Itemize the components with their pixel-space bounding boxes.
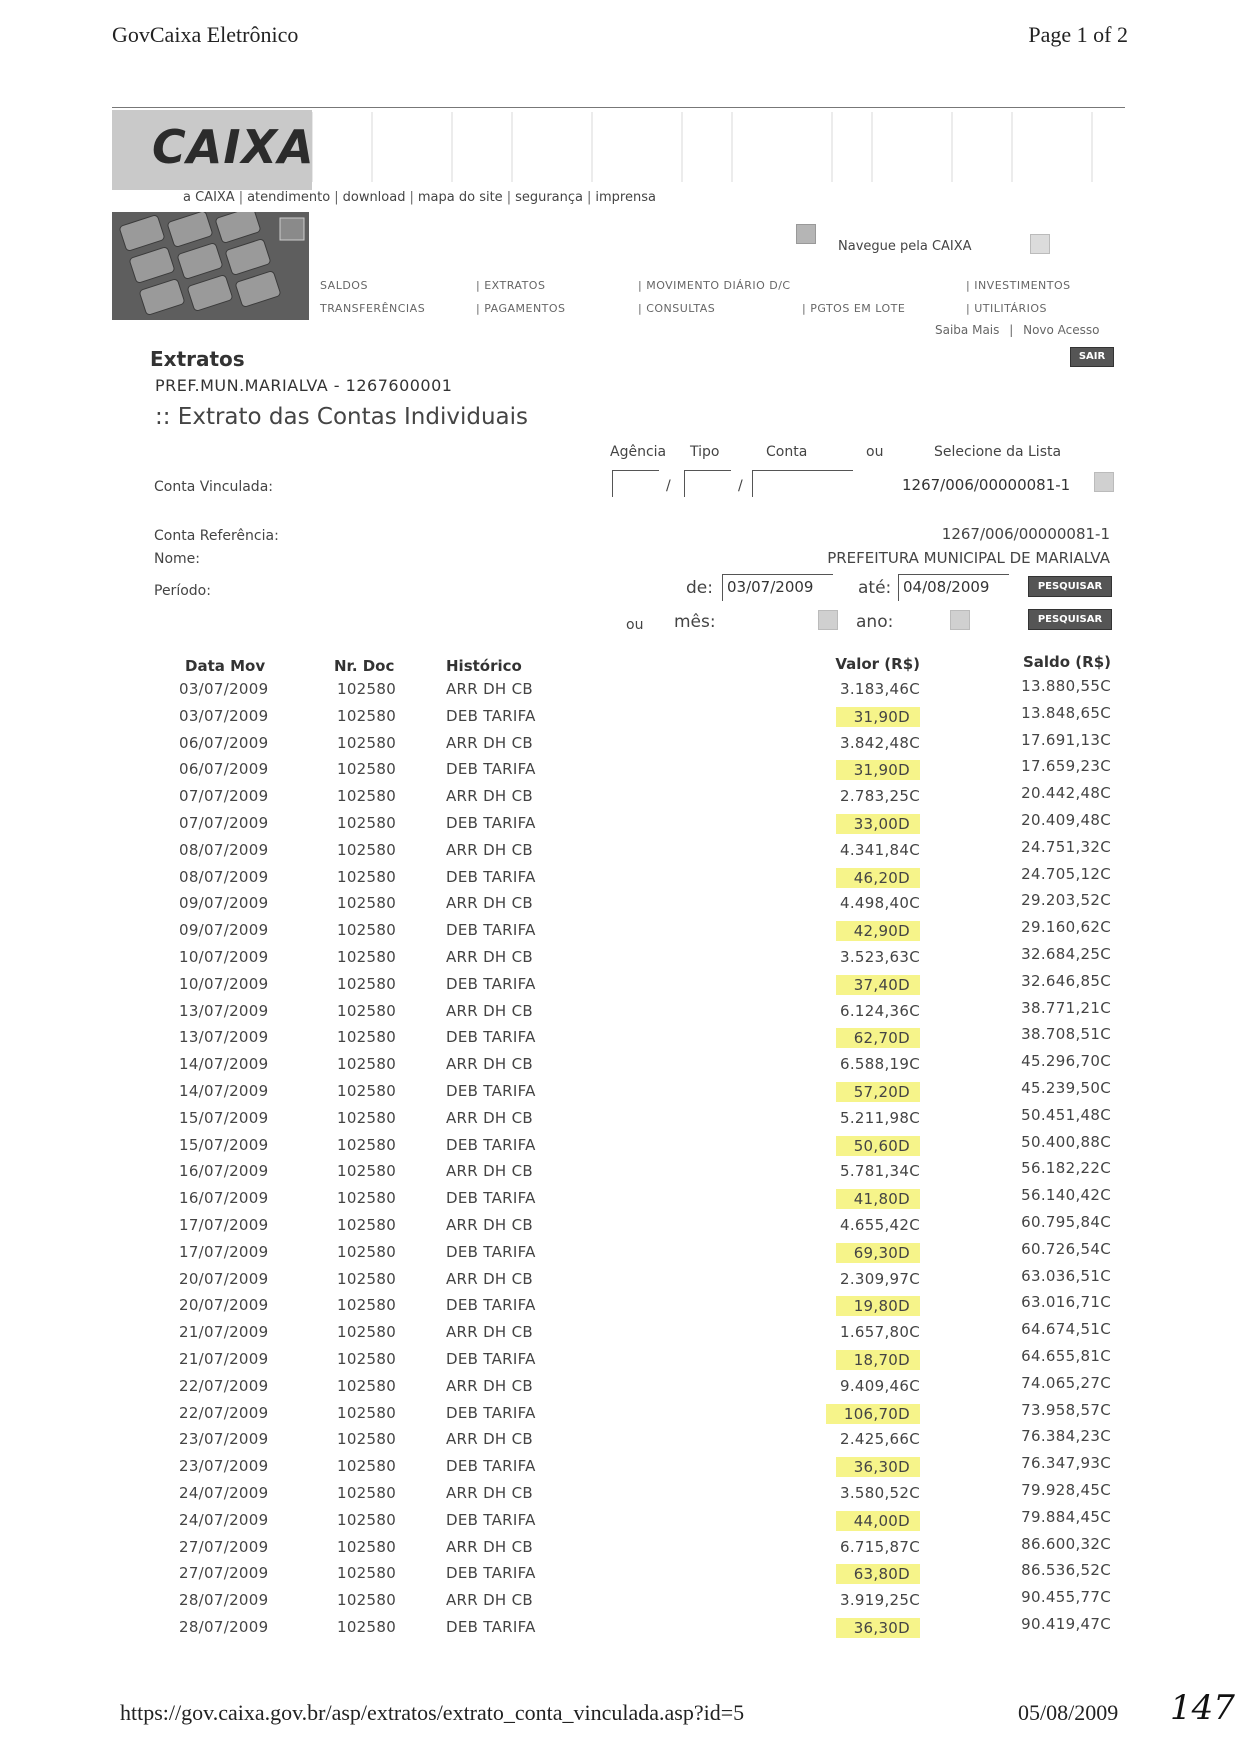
cell-historico: DEB TARIFA: [446, 1618, 536, 1636]
cell-doc: 102580: [337, 1510, 397, 1529]
cell-historico: ARR DH CB: [446, 1216, 533, 1234]
cell-valor: 33,00D: [836, 814, 920, 834]
table-row: [0, 1561, 1248, 1590]
cell-date: 27/07/2009: [179, 1564, 269, 1583]
cell-date: 28/07/2009: [179, 1591, 269, 1610]
cell-valor: 3.183,46C: [840, 680, 920, 698]
cell-historico: ARR DH CB: [446, 840, 533, 859]
cell-valor: 46,20D: [836, 868, 920, 888]
page-subtitle: :: Extrato das Contas Individuais: [155, 404, 529, 430]
table-row: [0, 1320, 1248, 1349]
cell-valor: 9.409,46C: [840, 1376, 920, 1395]
cell-doc: 102580: [337, 840, 397, 859]
cell-date: 20/07/2009: [179, 1269, 269, 1288]
cell-date: 14/07/2009: [179, 1082, 269, 1100]
cell-valor: 2.309,97C: [840, 1269, 920, 1288]
cell-doc: 102580: [337, 1108, 397, 1127]
cell-valor: 31,90D: [836, 760, 920, 780]
cell-date: 08/07/2009: [179, 840, 269, 859]
cell-valor: 1.657,80C: [840, 1323, 920, 1342]
print-footer-url: https://gov.caixa.gov.br/asp/extratos/extrato_conta_vinculada.asp?id=5: [120, 1700, 745, 1725]
cell-doc: 102580: [337, 1082, 397, 1100]
cell-saldo: 64.655,81C: [1021, 1347, 1111, 1365]
cell-doc: 102580: [337, 1296, 397, 1315]
cell-historico: ARR DH CB: [446, 1537, 533, 1556]
ou-label: ou: [626, 617, 644, 633]
col-header-doc: Nr. Doc: [334, 657, 395, 675]
cell-saldo: 86.600,32C: [1021, 1534, 1111, 1553]
table-row: [0, 998, 1248, 1028]
cell-saldo: 60.795,84C: [1021, 1213, 1111, 1231]
cell-historico: ARR DH CB: [446, 1055, 533, 1074]
cell-historico: ARR DH CB: [446, 894, 533, 913]
print-footer-date: 05/08/2009: [1018, 1700, 1119, 1725]
cell-date: 13/07/2009: [179, 1028, 269, 1047]
cell-doc: 102580: [337, 867, 397, 886]
cell-date: 09/07/2009: [179, 921, 269, 940]
cell-doc: 102580: [337, 1001, 397, 1020]
cell-doc: 102580: [337, 1564, 397, 1583]
ate-date-value: 04/08/2009: [903, 578, 990, 596]
nome-label: Nome:: [154, 551, 201, 567]
menu-consultas[interactable]: | CONSULTAS: [638, 302, 716, 315]
cell-doc: 102580: [337, 1162, 397, 1181]
cell-saldo: 20.442,48C: [1021, 784, 1111, 803]
table-row: [0, 971, 1248, 1001]
cell-date: 16/07/2009: [179, 1162, 269, 1181]
sair-button[interactable]: SAIR: [1070, 347, 1114, 367]
cell-saldo: 38.708,51C: [1021, 1025, 1111, 1044]
link-a-caixa[interactable]: a CAIXA: [183, 190, 235, 205]
print-header-title: GovCaixa Eletrônico: [112, 22, 299, 47]
cell-saldo: 73.958,57C: [1021, 1400, 1111, 1419]
cell-valor: 3.919,25C: [840, 1591, 920, 1610]
cell-saldo: 64.674,51C: [1021, 1320, 1111, 1339]
cell-doc: 102580: [337, 733, 397, 752]
ou-label: ou: [866, 444, 884, 460]
col-header-data: Data Mov: [185, 657, 266, 675]
cell-valor: 37,40D: [836, 975, 920, 995]
table-row: [0, 891, 1248, 920]
cell-valor: 4.341,84C: [840, 840, 920, 859]
cell-doc: 102580: [337, 948, 397, 966]
cell-historico: DEB TARIFA: [446, 1082, 536, 1100]
print-header-page: Page 1 of 2: [1028, 22, 1128, 47]
menu-transferencias[interactable]: TRANSFERÊNCIAS: [320, 302, 426, 315]
table-row: [0, 1507, 1248, 1537]
novo-acesso-link[interactable]: Novo Acesso: [1023, 323, 1100, 337]
de-label: de:: [686, 578, 713, 598]
cell-valor: 3.523,63C: [840, 948, 920, 966]
cell-historico: DEB TARIFA: [446, 1510, 536, 1529]
cell-historico: DEB TARIFA: [446, 921, 536, 940]
cell-historico: ARR DH CB: [446, 1323, 533, 1342]
cell-historico: ARR DH CB: [446, 733, 533, 752]
cell-saldo: 13.880,55C: [1021, 677, 1111, 695]
cell-date: 24/07/2009: [179, 1510, 269, 1529]
cell-saldo: 74.065,27C: [1021, 1373, 1111, 1392]
table-row: [0, 1159, 1248, 1188]
cell-date: 21/07/2009: [179, 1350, 269, 1368]
cell-date: 17/07/2009: [179, 1216, 269, 1234]
table-row: [0, 1052, 1248, 1081]
handwritten-page-number: 147: [1170, 1688, 1235, 1728]
cell-saldo: 63.036,51C: [1021, 1266, 1111, 1285]
cell-valor: 6.588,19C: [840, 1055, 920, 1074]
cell-historico: DEB TARIFA: [446, 814, 536, 832]
navegue-label[interactable]: Navegue pela CAIXA: [838, 239, 972, 254]
cell-doc: 102580: [337, 1216, 397, 1234]
banner-top-rule: [112, 107, 1125, 108]
cell-valor: 6.715,87C: [840, 1537, 920, 1556]
cell-doc: 102580: [337, 1591, 397, 1610]
cell-date: 20/07/2009: [179, 1296, 269, 1315]
cell-doc: 102580: [337, 1537, 397, 1556]
cell-doc: 102580: [337, 1055, 397, 1074]
banner-decoration: [312, 112, 1122, 182]
cell-historico: DEB TARIFA: [446, 1564, 536, 1583]
cell-saldo: 76.384,23C: [1021, 1427, 1111, 1446]
cell-saldo: 86.536,52C: [1021, 1561, 1111, 1580]
cell-historico: DEB TARIFA: [446, 1189, 536, 1208]
cell-historico: ARR DH CB: [446, 1269, 533, 1288]
cell-doc: 102580: [337, 1457, 397, 1476]
conta-referencia-value: 1267/006/00000081-1: [941, 525, 1110, 543]
mes-dropdown-icon[interactable]: [818, 610, 838, 630]
cell-historico: DEB TARIFA: [446, 867, 536, 886]
cell-doc: 102580: [337, 787, 397, 806]
cell-saldo: 29.203,52C: [1021, 891, 1111, 910]
cell-saldo: 20.409,48C: [1021, 811, 1111, 829]
table-row: [0, 864, 1248, 894]
cell-valor: 6.124,36C: [840, 1001, 920, 1020]
table-row: [0, 1105, 1248, 1135]
table-row: [0, 1293, 1248, 1322]
slash-separator: /: [738, 478, 743, 494]
table-row: [0, 1266, 1248, 1296]
cell-date: 24/07/2009: [179, 1484, 269, 1502]
cell-date: 15/07/2009: [179, 1108, 269, 1127]
cell-valor: 5.781,34C: [840, 1162, 920, 1181]
cell-valor: 62,70D: [836, 1028, 920, 1048]
agencia-label: Agência: [610, 444, 667, 460]
cell-historico: ARR DH CB: [446, 1108, 533, 1127]
table-row: [0, 784, 1248, 813]
cell-historico: DEB TARIFA: [446, 1028, 536, 1047]
tipo-label: Tipo: [690, 444, 720, 460]
col-header-valor: Valor (R$): [835, 655, 920, 673]
link-atendimento[interactable]: atendimento: [247, 190, 331, 205]
top-links-bar: a CAIXA | atendimento | download | mapa do site | segurança | imprensa: [183, 190, 656, 205]
cell-historico: ARR DH CB: [446, 1001, 533, 1020]
link-imprensa[interactable]: imprensa: [595, 190, 656, 205]
table-row: [0, 1615, 1248, 1644]
cell-saldo: 32.684,25C: [1021, 945, 1111, 963]
cell-date: 16/07/2009: [179, 1189, 269, 1208]
cell-date: 22/07/2009: [179, 1403, 269, 1422]
cell-doc: 102580: [337, 1618, 397, 1636]
cell-doc: 102580: [337, 680, 397, 698]
cell-valor: 41,80D: [836, 1189, 920, 1209]
navegue-arrow-icon[interactable]: [1030, 234, 1050, 254]
navegue-icon[interactable]: [796, 224, 816, 244]
slash-separator: /: [666, 478, 671, 494]
table-row: [0, 811, 1248, 840]
cell-date: 06/07/2009: [179, 733, 269, 752]
cell-doc: 102580: [337, 814, 397, 832]
menu-utilitarios[interactable]: | UTILITÁRIOS: [966, 302, 1048, 315]
tipo-input[interactable]: [684, 470, 731, 497]
cell-saldo: 60.726,54C: [1021, 1239, 1111, 1258]
table-row: [0, 1347, 1248, 1376]
cell-valor: 106,70D: [826, 1404, 920, 1424]
cell-saldo: 79.928,45C: [1021, 1481, 1111, 1499]
cell-valor: 42,90D: [836, 921, 920, 941]
cell-date: 21/07/2009: [179, 1323, 269, 1342]
periodo-label: Período:: [154, 583, 211, 599]
table-row: [0, 1427, 1248, 1456]
cell-historico: ARR DH CB: [446, 1162, 533, 1181]
agencia-input[interactable]: [612, 470, 659, 497]
cell-saldo: 56.140,42C: [1021, 1186, 1111, 1205]
menu-pgtos-em-lote[interactable]: | PGTOS EM LOTE: [802, 302, 906, 315]
cell-historico: DEB TARIFA: [446, 974, 536, 993]
cell-doc: 102580: [337, 1242, 397, 1261]
cell-date: 10/07/2009: [179, 974, 269, 993]
account-name: PREF.MUN.MARIALVA - 1267600001: [155, 376, 453, 395]
link-download[interactable]: download: [342, 190, 406, 205]
menu-pagamentos[interactable]: | PAGAMENTOS: [476, 302, 566, 315]
cell-historico: DEB TARIFA: [446, 1350, 536, 1368]
cell-saldo: 50.400,88C: [1021, 1132, 1111, 1151]
cell-date: 22/07/2009: [179, 1376, 269, 1395]
cell-historico: ARR DH CB: [446, 787, 533, 806]
cell-saldo: 13.848,65C: [1021, 703, 1111, 722]
de-date-value: 03/07/2009: [727, 578, 814, 596]
table-row: [0, 1534, 1248, 1564]
cell-historico: DEB TARIFA: [446, 1296, 536, 1315]
cell-date: 09/07/2009: [179, 894, 269, 913]
cell-doc: 102580: [337, 706, 397, 725]
menu-investimentos[interactable]: | INVESTIMENTOS: [966, 279, 1071, 292]
link-seguranca[interactable]: segurança: [515, 190, 584, 205]
cell-date: 08/07/2009: [179, 867, 269, 886]
nome-value: PREFEITURA MUNICIPAL DE MARIALVA: [827, 549, 1110, 567]
link-mapa-do-site[interactable]: mapa do site: [417, 190, 503, 205]
cell-doc: 102580: [337, 1376, 397, 1395]
cell-historico: ARR DH CB: [446, 1484, 533, 1502]
cell-saldo: 24.705,12C: [1021, 864, 1111, 883]
cell-valor: 57,20D: [836, 1082, 920, 1102]
cell-valor: 36,30D: [836, 1618, 920, 1638]
conta-input[interactable]: [752, 470, 853, 497]
cell-date: 27/07/2009: [179, 1537, 269, 1556]
cell-date: 10/07/2009: [179, 948, 269, 966]
cell-historico: DEB TARIFA: [446, 760, 536, 779]
table-row: [0, 1373, 1248, 1403]
ate-label: até:: [858, 578, 892, 598]
cell-date: 06/07/2009: [179, 760, 269, 779]
cell-saldo: 76.347,93C: [1021, 1454, 1111, 1473]
lista-select[interactable]: 1267/006/00000081-1: [902, 476, 1071, 494]
selecione-label: Selecione da Lista: [934, 444, 1062, 460]
cell-date: 17/07/2009: [179, 1242, 269, 1261]
cell-date: 23/07/2009: [179, 1430, 269, 1449]
cell-doc: 102580: [337, 1323, 397, 1342]
cell-doc: 102580: [337, 1028, 397, 1047]
cell-historico: DEB TARIFA: [446, 1457, 536, 1476]
cell-doc: 102580: [337, 1135, 397, 1154]
cell-saldo: 32.646,85C: [1021, 971, 1111, 990]
conta-vinculada-label: Conta Vinculada:: [154, 479, 273, 495]
pesquisar-mes-button[interactable]: PESQUISAR: [1028, 609, 1112, 630]
ate-date-input[interactable]: [898, 574, 1009, 601]
col-header-historico: Histórico: [446, 657, 522, 675]
cell-valor: 2.425,66C: [840, 1430, 920, 1449]
cell-saldo: 90.419,47C: [1021, 1615, 1111, 1633]
cell-saldo: 38.771,21C: [1021, 998, 1111, 1017]
menu-extratos[interactable]: | EXTRATOS: [476, 279, 546, 292]
help-links: Saiba Mais | Novo Acesso: [935, 323, 1100, 337]
cell-valor: 69,30D: [836, 1243, 920, 1263]
cell-historico: ARR DH CB: [446, 1430, 533, 1449]
cell-doc: 102580: [337, 1403, 397, 1422]
cell-doc: 102580: [337, 894, 397, 913]
cell-valor: 36,30D: [836, 1457, 920, 1477]
mes-label: mês:: [674, 612, 716, 632]
cell-saldo: 29.160,62C: [1021, 918, 1111, 937]
col-header-saldo: Saldo (R$): [1022, 653, 1111, 671]
cell-date: 07/07/2009: [179, 814, 269, 832]
table-row: [0, 1239, 1248, 1269]
cell-valor: 19,80D: [836, 1296, 920, 1316]
table-row: [0, 1079, 1248, 1108]
cell-date: 14/07/2009: [179, 1055, 269, 1074]
cell-doc: 102580: [337, 760, 397, 779]
cell-valor: 3.842,48C: [840, 733, 920, 752]
cell-date: 03/07/2009: [179, 706, 269, 725]
cell-date: 03/07/2009: [179, 680, 269, 698]
cell-saldo: 79.884,45C: [1021, 1507, 1111, 1526]
cell-valor: 4.498,40C: [840, 894, 920, 913]
menu-movimento-diario[interactable]: | MOVIMENTO DIÁRIO D/C: [638, 279, 791, 292]
page-heading: Extratos: [150, 347, 245, 371]
cell-historico: DEB TARIFA: [446, 1403, 536, 1422]
cell-date: 15/07/2009: [179, 1135, 269, 1154]
cell-historico: DEB TARIFA: [446, 706, 536, 725]
cell-historico: ARR DH CB: [446, 680, 533, 698]
table-row: [0, 757, 1248, 786]
ano-label: ano:: [856, 612, 894, 632]
table-row: [0, 1454, 1248, 1483]
cell-date: 23/07/2009: [179, 1457, 269, 1476]
banner-photo: [112, 212, 309, 320]
cell-date: 07/07/2009: [179, 787, 269, 806]
cell-valor: 63,80D: [836, 1564, 920, 1584]
de-date-input[interactable]: [722, 574, 833, 601]
table-row: [0, 1588, 1248, 1617]
cell-doc: 102580: [337, 1484, 397, 1502]
cell-saldo: 45.239,50C: [1021, 1079, 1111, 1097]
cell-saldo: 90.455,77C: [1021, 1588, 1111, 1607]
table-row: [0, 677, 1248, 706]
cell-valor: 2.783,25C: [840, 787, 920, 806]
cell-historico: ARR DH CB: [446, 948, 533, 966]
cell-saldo: 45.296,70C: [1021, 1052, 1111, 1071]
table-row: [0, 1025, 1248, 1054]
cell-historico: DEB TARIFA: [446, 1135, 536, 1154]
cell-valor: 3.580,52C: [840, 1484, 920, 1502]
pesquisar-button[interactable]: PESQUISAR: [1028, 576, 1112, 597]
cell-historico: DEB TARIFA: [446, 1242, 536, 1261]
table-row: [0, 1400, 1248, 1430]
cell-saldo: 63.016,71C: [1021, 1293, 1111, 1312]
caixa-logo[interactable]: CAIXA: [152, 120, 315, 174]
table-row: [0, 918, 1248, 947]
cell-doc: 102580: [337, 974, 397, 993]
table-row: [0, 1481, 1248, 1510]
cell-valor: 31,90D: [836, 707, 920, 727]
ano-dropdown-icon[interactable]: [950, 610, 970, 630]
dropdown-icon[interactable]: [1094, 472, 1114, 492]
table-row: [0, 945, 1248, 974]
cell-valor: 44,00D: [836, 1511, 920, 1531]
table-row: [0, 1132, 1248, 1162]
cell-saldo: 17.659,23C: [1021, 757, 1111, 776]
table-row: [0, 730, 1248, 760]
cell-saldo: 56.182,22C: [1021, 1159, 1111, 1178]
conta-referencia-label: Conta Referência:: [154, 528, 279, 544]
table-row: [0, 1186, 1248, 1215]
cell-valor: 50,60D: [836, 1136, 920, 1156]
table-row: [0, 837, 1248, 867]
cell-saldo: 50.451,48C: [1021, 1105, 1111, 1124]
table-row: [0, 703, 1248, 733]
cell-historico: ARR DH CB: [446, 1591, 533, 1610]
cell-date: 13/07/2009: [179, 1001, 269, 1020]
cell-valor: 18,70D: [836, 1350, 920, 1370]
cell-doc: 102580: [337, 1430, 397, 1449]
cell-doc: 102580: [337, 1269, 397, 1288]
cell-doc: 102580: [337, 921, 397, 940]
conta-label: Conta: [766, 444, 808, 460]
cell-doc: 102580: [337, 1189, 397, 1208]
cell-valor: 4.655,42C: [840, 1216, 920, 1234]
table-row: [0, 1213, 1248, 1242]
cell-valor: 5.211,98C: [840, 1108, 920, 1127]
cell-doc: 102580: [337, 1350, 397, 1368]
cell-historico: ARR DH CB: [446, 1376, 533, 1395]
menu-saldos[interactable]: SALDOS: [320, 279, 368, 292]
cell-date: 28/07/2009: [179, 1618, 269, 1636]
cell-saldo: 17.691,13C: [1021, 730, 1111, 749]
saiba-mais-link[interactable]: Saiba Mais: [935, 323, 1000, 337]
cell-saldo: 24.751,32C: [1021, 837, 1111, 856]
